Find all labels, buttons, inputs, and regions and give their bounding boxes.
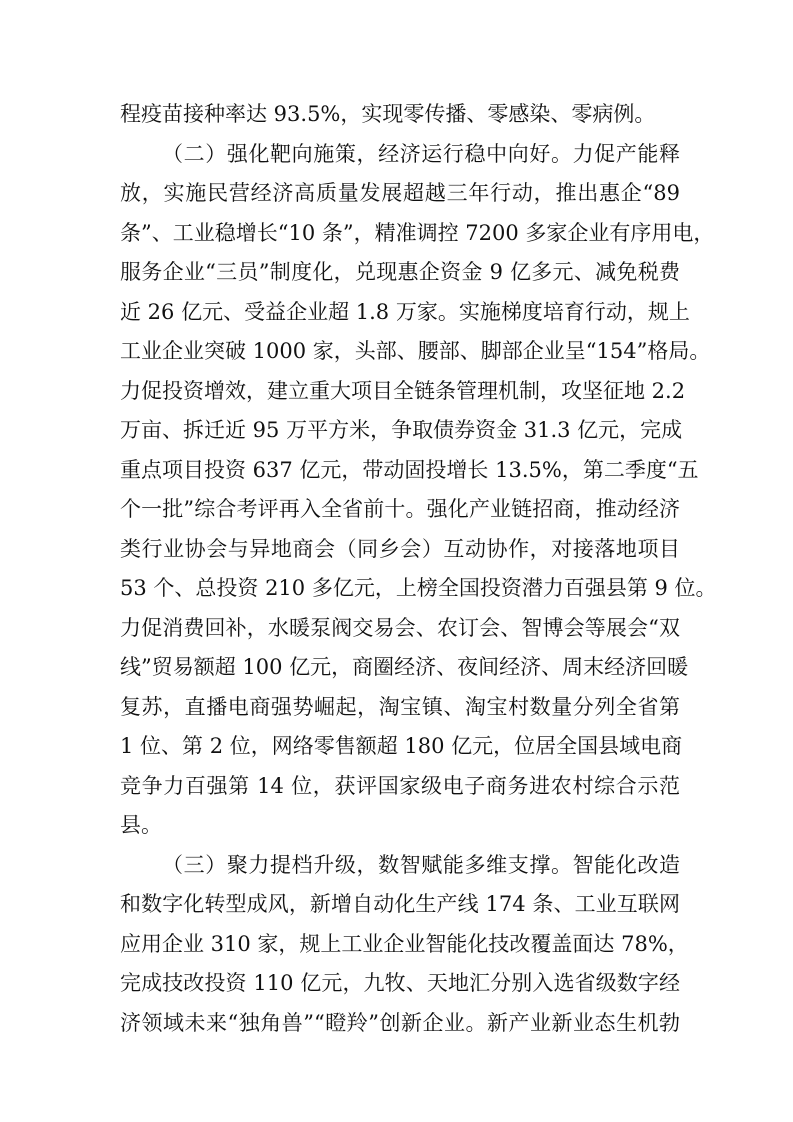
- text-line: 条”、工业稳增长“10 条”，精准调控 7200 多家企业有序用电，: [120, 220, 715, 245]
- document-body: [120, 95, 717, 1043]
- text-line: 和数字化转型成风，新增自动化生产线 174 条、工业互联网: [120, 892, 680, 916]
- text-line: 服务企业“三员”制度化，兑现惠企资金 9 亿多元、减免税费: [120, 260, 680, 284]
- text-line: 个一批”综合考评再入全省前十。强化产业链招商，推动经济: [120, 497, 680, 521]
- text-line: 类行业协会与异地商会（同乡会）互动协作，对接落地项目: [120, 536, 680, 561]
- text-line: 万亩、拆迁近 95 万平方米，争取债券资金 31.3 亿元，完成: [120, 418, 683, 442]
- text-line: 1 位、第 2 位，网络零售额超 180 亿元，位居全国县域电商: [120, 734, 683, 758]
- text-line: 力促投资增效，建立重大项目全链条管理机制，攻坚征地 2.2: [120, 378, 686, 403]
- text-line: 济领域未来“独角兽”“瞪羚”创新企业。新产业新业态生机勃: [120, 1010, 680, 1035]
- section-heading-line: （二）强化靶向施策，经济运行稳中向好。力促产能释: [162, 141, 680, 166]
- text-line: 线”贸易额超 100 亿元，商圈经济、夜间经济、周末经济回暖: [120, 655, 689, 679]
- text-line: 重点项目投资 637 亿元，带动固投增长 13.5%，第二季度“五: [120, 457, 699, 482]
- text-line: 近 26 亿元、受益企业超 1.8 万家。实施梯度培育行动，规上: [120, 299, 690, 324]
- section-heading-line: （三）聚力提档升级，数智赋能多维支撑。智能化改造: [162, 852, 680, 877]
- text-line: 放，实施民营经济高质量发展超越三年行动，推出惠企“89: [120, 181, 680, 205]
- text-line: 53 个、总投资 210 多亿元，上榜全国投资潜力百强县第 9 位。: [120, 576, 717, 600]
- text-line: 竞争力百强第 14 位，获评国家级电子商务进农村综合示范: [120, 773, 680, 798]
- text-line: 应用企业 310 家，规上工业企业智能化技改覆盖面达 78%，: [120, 931, 689, 956]
- text-line: 力促消费回补，水暖泵阀交易会、农订会、智博会等展会“双: [120, 615, 680, 640]
- text-line: 程疫苗接种率达 93.5%，实现零传播、零感染、零病例。: [120, 102, 656, 126]
- text-line: 完成技改投资 110 亿元，九牧、天地汇分别入选省级数字经: [120, 971, 680, 995]
- text-line: 工业企业突破 1000 家，头部、腰部、脚部企业呈“154”格局。: [120, 339, 711, 363]
- text-line: 县。: [120, 813, 162, 837]
- text-line: 复苏，直播电商强势崛起，淘宝镇、淘宝村数量分列全省第: [120, 694, 680, 719]
